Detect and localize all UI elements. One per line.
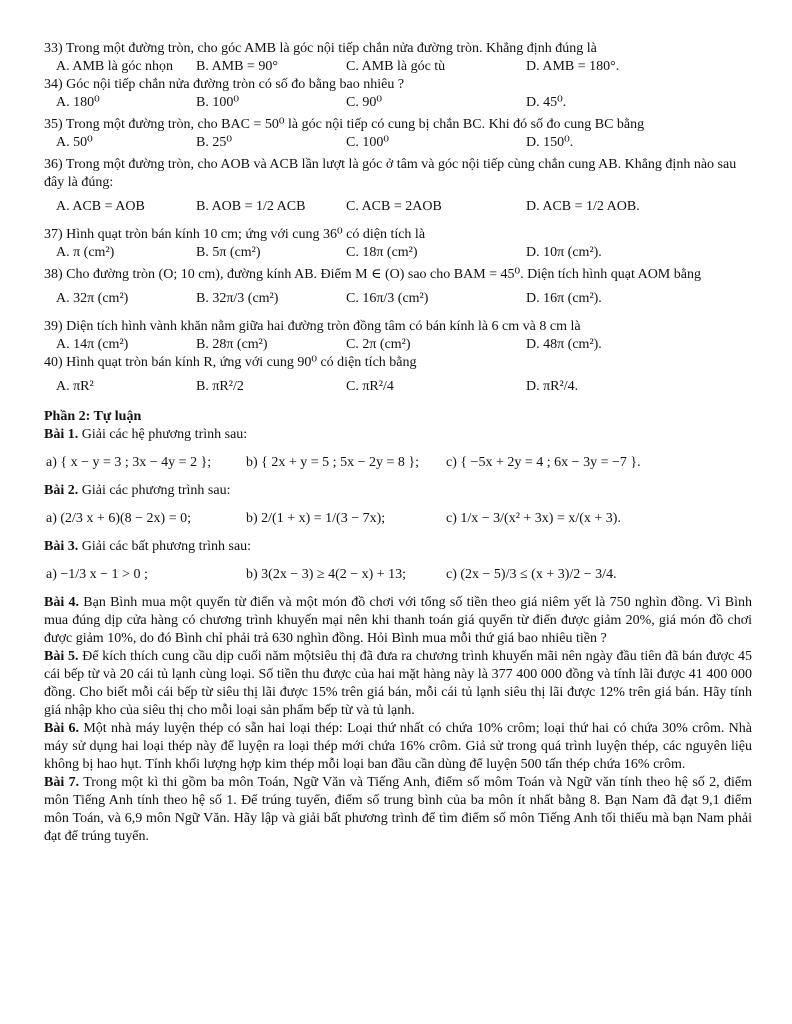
option-d: D. 45⁰.	[526, 95, 567, 110]
option-c: C. ACB = 2AOB	[346, 199, 442, 214]
question-34: 34) Góc nội tiếp chắn nửa đường tròn có số đo bằng bao nhiêu ?	[44, 77, 405, 92]
option-d: D. 16π (cm²).	[526, 291, 602, 306]
question-40: 40) Hình quạt tròn bán kính R, ứng với cung 90⁰ có diện tích bằng	[44, 355, 417, 370]
option-d: D. 150⁰.	[526, 135, 574, 150]
bai-3	[44, 538, 752, 556]
option-c: C. AMB là góc tù	[346, 59, 446, 74]
bai-5-title: Bài 5.	[44, 649, 79, 664]
bai-6-text: Một nhà máy luyện thép có sẵn hai loại thép: Loại thứ nhất có chứa 10% crôm; loại thứ hai có chứa 30% crôm. Nhà máy sử dụng hai loại thép này để luyện ra loại thép mới chứa 16% crôm. Giả sử trong quá trình luyện thép, các nguyên liệu không bị hao hụt. Tính khối lượng hợp kim thép mỗi loại ban đầu cần dùng để luyện 500 tấn thép chứa 16% crôm.	[44, 721, 753, 772]
option-d: D. 10π (cm²).	[526, 245, 602, 260]
bai-2-text: Giải các phương trình sau:	[81, 483, 231, 498]
option-d: D. ACB = 1/2 AOB.	[526, 199, 640, 214]
option-b: B. 100⁰	[196, 95, 239, 110]
option-a: A. 32π (cm²)	[56, 291, 129, 306]
question-37: 37) Hình quạt tròn bán kính 10 cm; ứng với cung 36⁰ có diện tích là	[44, 227, 426, 242]
item-b: b) 2/(1 + x) = 1/(3 − 7x);	[246, 511, 386, 526]
option-a: A. 180⁰	[56, 95, 100, 110]
options-40	[44, 372, 752, 402]
option-a: A. AMB là góc nhọn	[56, 59, 174, 74]
bai-1-title: Bài 1.	[44, 427, 79, 442]
bai-1-text: Giải các hệ phương trình sau:	[81, 427, 248, 442]
bai-2-items	[44, 500, 752, 538]
option-a: A. π (cm²)	[56, 245, 115, 260]
question-39: 39) Diện tích hình vành khăn nằm giữa hai đường tròn đồng tâm có bán kính là 6 cm và 8 cm là	[44, 319, 581, 334]
bai-4	[44, 594, 752, 648]
option-b: B. 5π (cm²)	[196, 245, 261, 260]
bai-6	[44, 720, 752, 774]
bai-2	[44, 482, 752, 500]
bai-3-title: Bài 3.	[44, 539, 79, 554]
option-b: B. 32π/3 (cm²)	[196, 291, 279, 306]
bai-3-text: Giải các bất phương trình sau:	[81, 539, 252, 554]
item-b: b) 3(2x − 3) ≥ 4(2 − x) + 13;	[246, 567, 407, 582]
bai-5-text: Để kích thích cung cầu dịp cuối năm mộtsiêu thị đã đưa ra chương trình khuyến mãi nên ngày đầu tiên đã bán được 45 cái bếp từ và 20 cái tủ lạnh cùng loại. Số tiền thu được của hai mặt hàng này là 377 400 000 đồng và tính lãi được 41 400 000 đồng. Cho biết mỗi cái bếp từ siêu thị lãi được 15% trên giá bán, mỗi cái tủ lạnh siêu thị lãi được 12% trên giá bán. Hãy tính giá nhập kho của siêu thị cho mỗi loại sản phẩm bếp từ và tủ lạnh.	[44, 649, 752, 718]
option-a: A. 14π (cm²)	[56, 337, 129, 352]
option-b: B. πR²/2	[196, 379, 244, 394]
option-c: C. πR²/4	[346, 379, 394, 394]
item-c: c) 1/x − 3/(x² + 3x) = x/(x + 3).	[446, 511, 621, 526]
question-33: 33) Trong một đường tròn, cho góc AMB là góc nội tiếp chắn nửa đường tròn. Khẳng định đúng là	[44, 41, 597, 56]
item-c: c) { −5x + 2y = 4 ; 6x − 3y = −7 }.	[446, 455, 641, 470]
options-37	[44, 244, 752, 262]
options-39	[44, 336, 752, 354]
bai-7-text: Trong một kì thi gồm ba môn Toán, Ngữ Văn và Tiếng Anh, điểm số môm Toán và Ngữ văn tính theo hệ số 2, điểm môn Tiếng Anh tính theo hệ số 1. Để trúng tuyển, điểm số trung bình của ba môn ít nhất bằng 8. Bạn Nam đã đạt 9,1 điểm môn Toán, và 6,9 môn Ngữ Văn. Hãy lập và giải bất phương trình để tìm điểm số môn Tiếng Anh tối thiểu mà bạn Nam phải đạt để trúng tuyển.	[44, 775, 752, 844]
question-36: 36) Trong một đường tròn, cho AOB và ACB lần lượt là góc ở tâm và góc nội tiếp cùng chắn cung AB. Khẳng định nào sau đây là đúng:	[44, 157, 737, 190]
option-b: B. AMB = 90°	[196, 59, 278, 74]
option-a: A. πR²	[56, 379, 94, 394]
bai-7-title: Bài 7.	[44, 775, 80, 790]
option-c: C. 18π (cm²)	[346, 245, 418, 260]
option-c: C. 2π (cm²)	[346, 337, 411, 352]
item-a: a) (2/3 x + 6)(8 − 2x) = 0;	[46, 511, 191, 526]
options-34	[44, 94, 752, 112]
options-36	[44, 192, 752, 222]
option-a: A. ACB = AOB	[56, 199, 145, 214]
bai-6-title: Bài 6.	[44, 721, 80, 736]
item-c: c) (2x − 5)/3 ≤ (x + 3)/2 − 3/4.	[446, 567, 617, 582]
option-c: C. 100⁰	[346, 135, 389, 150]
option-b: B. AOB = 1/2 ACB	[196, 199, 306, 214]
bai-4-title: Bài 4.	[44, 595, 79, 610]
question-35: 35) Trong một đường tròn, cho BAC = 50⁰ là góc nội tiếp có cung bị chắn BC. Khi đó số đo cung BC bằng	[44, 117, 645, 132]
part-2-title: Phần 2: Tự luận	[44, 409, 142, 424]
bai-1	[44, 426, 752, 444]
option-b: B. 28π (cm²)	[196, 337, 268, 352]
option-c: C. 16π/3 (cm²)	[346, 291, 429, 306]
question-38: 38) Cho đường tròn (O; 10 cm), đường kính AB. Điểm M ∈ (O) sao cho BAM = 45⁰. Diện tích hình quạt AOM bằng	[44, 267, 701, 282]
item-a: a) −1/3 x − 1 > 0 ;	[46, 567, 148, 582]
option-c: C. 90⁰	[346, 95, 382, 110]
item-a: a) { x − y = 3 ; 3x − 4y = 2 };	[46, 455, 212, 470]
bai-4-text: Bạn Bình mua một quyển từ điển và một món đồ chơi với tổng số tiền theo giá niêm yết là 750 nghìn đồng. Vì Bình mua đúng dịp cửa hàng có chương trình khuyến mại nên khi thanh toán giá quyển từ điển được giảm 20%, giá món đồ chơi được giảm 10%, do đó Bình chỉ phải trả 630 nghìn đồng. Hỏi Bình mua mỗi thứ giá bao nhiêu tiền ?	[44, 595, 753, 646]
item-b: b) { 2x + y = 5 ; 5x − 2y = 8 };	[246, 455, 419, 470]
bai-5	[44, 648, 752, 720]
options-38	[44, 284, 752, 314]
options-33	[44, 58, 752, 76]
worksheet-page	[44, 40, 752, 846]
option-d: D. πR²/4.	[526, 379, 579, 394]
option-b: B. 25⁰	[196, 135, 232, 150]
bai-1-items	[44, 444, 752, 482]
bai-7	[44, 774, 752, 846]
option-d: D. 48π (cm²).	[526, 337, 602, 352]
bai-2-title: Bài 2.	[44, 483, 79, 498]
bai-3-items	[44, 556, 752, 594]
option-d: D. AMB = 180°.	[526, 59, 620, 74]
options-35	[44, 134, 752, 152]
option-a: A. 50⁰	[56, 135, 93, 150]
